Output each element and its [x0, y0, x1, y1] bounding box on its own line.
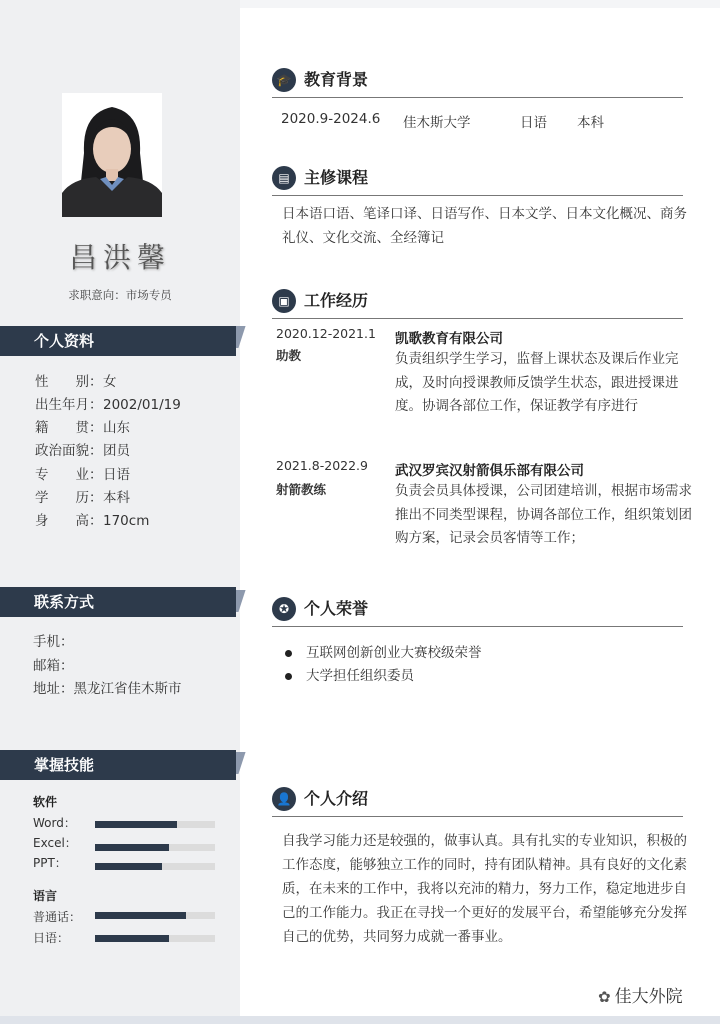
portrait-image — [62, 93, 162, 217]
info-value: 日语 — [103, 467, 130, 483]
skill-bar-excel — [95, 844, 215, 851]
user-icon: 👤 — [272, 787, 296, 811]
courses-text: 日本语口语、笔译口译、日语写作、日本文学、日本文化概况、商务礼仪、文化交流、全经簿记 — [282, 206, 687, 246]
skill-bar-fill — [95, 821, 177, 828]
job-intent: 求职意向：市场专员 — [68, 288, 172, 302]
skill-bar-ppt — [95, 863, 215, 870]
info-label: 身 高： — [35, 513, 103, 529]
profile-photo — [62, 93, 162, 217]
info-label: 籍 贯： — [35, 420, 103, 436]
info-value: 170cm — [103, 513, 150, 529]
book-icon: ▤ — [272, 166, 296, 190]
info-major — [35, 465, 130, 485]
watermark-text: 佳大外院 — [614, 987, 683, 1007]
section-title: 个人介绍 — [304, 789, 369, 808]
bottom-strip — [0, 1016, 720, 1024]
work-date: 2020.12-2021.1 — [276, 326, 376, 341]
honor-text: 大学担任组织委员 — [306, 668, 414, 684]
section-title: 主修课程 — [304, 168, 369, 187]
skill-name-ppt: PPT： — [33, 856, 67, 870]
info-height — [35, 511, 149, 531]
intro-text: 自我学习能力还是较强的，做事认真。具有扎实的专业知识，积极的工作态度，能够独立工作的同时，持有团队精神。具有良好的文化素质，在未来的工作中，我将以充沛的精力，努力工作，稳定地进步自己的工作能力。我正在寻找一个更好的发展平台，希望能够充分发挥自己的优势，共同努力成就一番事业。 — [282, 833, 687, 945]
briefcase-icon: ▣ — [272, 289, 296, 313]
section-header-contact: 联系方式 — [0, 587, 236, 617]
work-date: 2021.8-2022.9 — [276, 458, 368, 473]
bullet-icon — [285, 673, 292, 680]
info-value: 2002/01/19 — [103, 397, 181, 413]
candidate-name: 昌洪馨 — [68, 241, 171, 274]
medal-icon: ✪ — [272, 597, 296, 621]
skill-bar-mandarin — [95, 912, 215, 919]
info-origin — [35, 418, 130, 438]
info-political — [35, 441, 130, 461]
edu-period: 2020.9-2024.6 — [281, 111, 381, 127]
honor-item — [285, 641, 482, 661]
info-label: 政治面貌： — [35, 443, 103, 459]
wechat-logo-icon: ✿ — [598, 988, 611, 1006]
section-header-skills: 掌握技能 — [0, 750, 236, 780]
edu-school: 佳木斯大学 — [403, 115, 471, 131]
info-value: 女 — [103, 374, 117, 390]
skill-bar-word — [95, 821, 215, 828]
section-header-intro — [272, 785, 683, 817]
info-label: 性 别： — [35, 374, 103, 390]
info-label: 专 业： — [35, 467, 103, 483]
skill-name-mandarin: 普通话： — [33, 910, 82, 924]
info-birth — [35, 395, 181, 415]
section-title: 教育背景 — [304, 70, 369, 89]
skill-bar-fill — [95, 844, 169, 851]
skill-bar-fill — [95, 863, 162, 870]
info-gender — [35, 372, 117, 392]
watermark — [598, 982, 683, 1007]
skill-category-software: 软件 — [33, 795, 58, 809]
bullet-icon — [285, 650, 292, 657]
work-description: 负责会员具体授课，公司团建培训，根据市场需求推出不同类型课程，协调各部位工作，组织策划团购方案，记录会员客情等工作； — [395, 483, 692, 546]
section-header-work — [272, 287, 683, 319]
info-label: 出生年月： — [35, 397, 103, 413]
section-header-courses — [272, 164, 683, 196]
honor-item — [285, 664, 414, 684]
section-header-personal: 个人资料 — [0, 326, 236, 356]
skill-name-excel: Excel： — [33, 836, 77, 850]
info-value: 团员 — [103, 443, 130, 459]
graduation-cap-icon: 🎓 — [272, 68, 296, 92]
section-header-honors — [272, 595, 683, 627]
section-header-education — [272, 66, 683, 98]
skill-name-word: Word： — [33, 816, 76, 830]
section-title: 个人荣誉 — [304, 599, 369, 618]
contact-phone: 手机： — [33, 634, 74, 650]
work-description: 负责组织学生学习，监督上课状态及课后作业完成，及时向授课教师反馈学生状态，跟进授课进度。协调各部位工作，保证教学有序进行 — [395, 351, 679, 414]
edu-degree: 本科 — [577, 115, 604, 131]
work-company: 凯歌教育有限公司 — [395, 331, 503, 347]
work-role: 射箭教练 — [276, 482, 327, 497]
edu-major: 日语 — [520, 115, 547, 131]
contact-address: 地址：黑龙江省佳木斯市 — [33, 681, 182, 697]
skill-bar-fill — [95, 912, 186, 919]
info-value: 山东 — [103, 420, 130, 436]
honor-text: 互联网创新创业大赛校级荣誉 — [306, 645, 482, 661]
skill-name-japanese: 日语： — [33, 931, 70, 945]
contact-email: 邮箱： — [33, 658, 74, 674]
info-label: 学 历： — [35, 490, 103, 506]
skill-bar-japanese — [95, 935, 215, 942]
work-role: 助教 — [276, 348, 302, 363]
work-company: 武汉罗宾汉射箭俱乐部有限公司 — [395, 463, 584, 479]
skill-category-language: 语言 — [33, 889, 58, 903]
skill-bar-fill — [95, 935, 169, 942]
section-title: 工作经历 — [304, 291, 369, 310]
info-degree — [35, 488, 130, 508]
info-value: 本科 — [103, 490, 130, 506]
